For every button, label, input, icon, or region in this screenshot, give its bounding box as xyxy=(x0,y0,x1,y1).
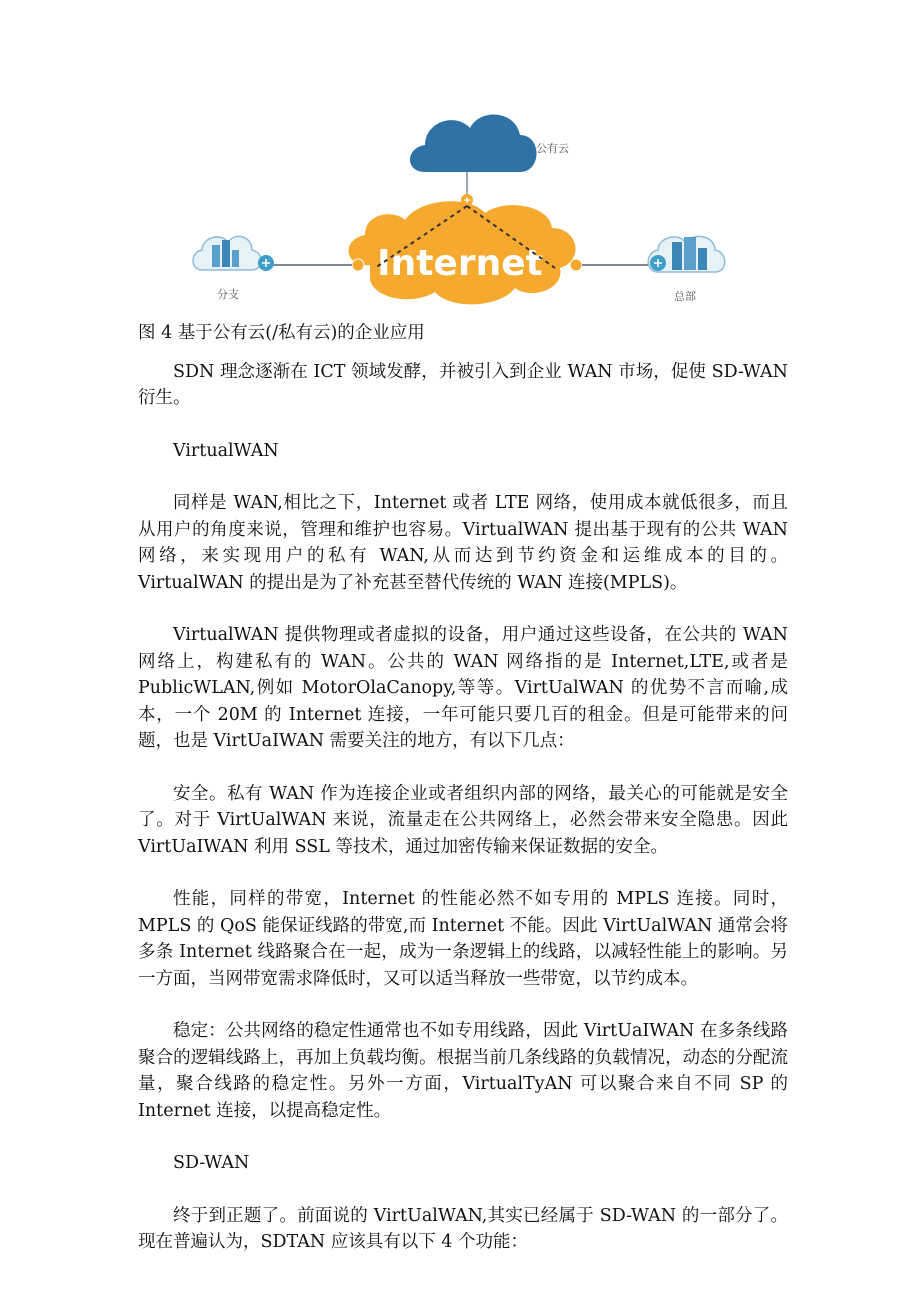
paragraph-security: 安全。私有 WAN 作为连接企业或者组织内部的网络，最关心的可能就是安全了。对于 VirtUalWAN 来说，流量走在公共网络上，必然会带来安全隐患。因此 VirtUaIWAN 利用 SSL 等技术，通过加密传输来保证数据的安全。 xyxy=(138,783,788,857)
paragraph-virtualwan-cost: 同样是 WAN,相比之下，Internet 或者 LTE 网络，使用成本就低很多，而且从用户的角度来说，管理和维护也容易。VirtualWAN 提出基于现有的公共 WAN 网络，来实现用户的私有 WAN,从而达到节约资金和运维成本的目的。VirtualWAN 的提出是为了补充甚至替代传统的 WAN 连接(MPLS)。 xyxy=(138,493,788,593)
hq-label: 总部 xyxy=(674,290,696,303)
internet-label: Internet xyxy=(377,243,543,284)
document-body xyxy=(138,320,788,1282)
heading-sdwan: SD-WAN xyxy=(173,1153,250,1173)
network-diagram xyxy=(180,100,740,320)
router-left-icon xyxy=(352,259,364,271)
figure-caption: 图 4 基于公有云(/私有云)的企业应用 xyxy=(138,323,425,343)
branch-router-icon xyxy=(258,255,274,271)
hq-router-icon xyxy=(650,255,666,271)
paragraph-sdwan-functions: 终于到正题了。前面说的 VirtUalWAN,其实已经属于 SD-WAN 的一部分了。现在普遍认为，SDTAN 应该具有以下 4 个功能： xyxy=(138,1205,788,1252)
paragraph-stability: 稳定：公共网络的稳定性通常也不如专用线路，因此 VirtUaIWAN 在多条线路聚合的逻辑线路上，再加上负载均衡。根据当前几条线路的负载情况，动态的分配流量，聚合线路的稳定性。另外一方面，VirtualTyAN 可以聚合来自不同 SP 的 Internet 连接，以提高稳定性。 xyxy=(138,1021,788,1121)
router-right-icon xyxy=(570,259,582,271)
branch-building-icon xyxy=(193,236,261,270)
paragraph-performance: 性能，同样的带宽，Internet 的性能必然不如专用的 MPLS 连接。同时，MPLS 的 QoS 能保证线路的带宽,而 Internet 不能。因此 VirtUalWAN 通常会将多条 Internet 线路聚合在一起，成为一条逻辑上的线路，以减轻性能上的影响。另一方面，当网带宽需求降低时，又可以适当释放一些带宽，以节约成本。 xyxy=(138,889,788,989)
branch-label: 分支 xyxy=(217,288,239,301)
public-cloud-icon xyxy=(410,114,537,172)
public-cloud-label: 公有云 xyxy=(536,142,569,155)
paragraph-virtualwan-devices: VirtualWAN 提供物理或者虚拟的设备，用户通过这些设备，在公共的 WAN 网络上，构建私有的 WAN。公共的 WAN 网络指的是 Internet,LTE,或者是 PublicWLAN,例如 MotorOlaCanopy,等等。VirtUalWAN 的优势不言而喻,成本，一个 20M 的 Internet 连接，一年可能只要几百的租金。但是可能带来的问题，也是 VirtUaIWAN 需要关注的地方，有以下几点： xyxy=(138,625,788,751)
heading-virtualwan: VirtualWAN xyxy=(173,440,279,461)
paragraph-sdn-intro: SDN 理念逐渐在 ICT 领域发酵，并被引入到企业 WAN 市场，促使 SD-WAN 衍生。 xyxy=(138,361,788,408)
